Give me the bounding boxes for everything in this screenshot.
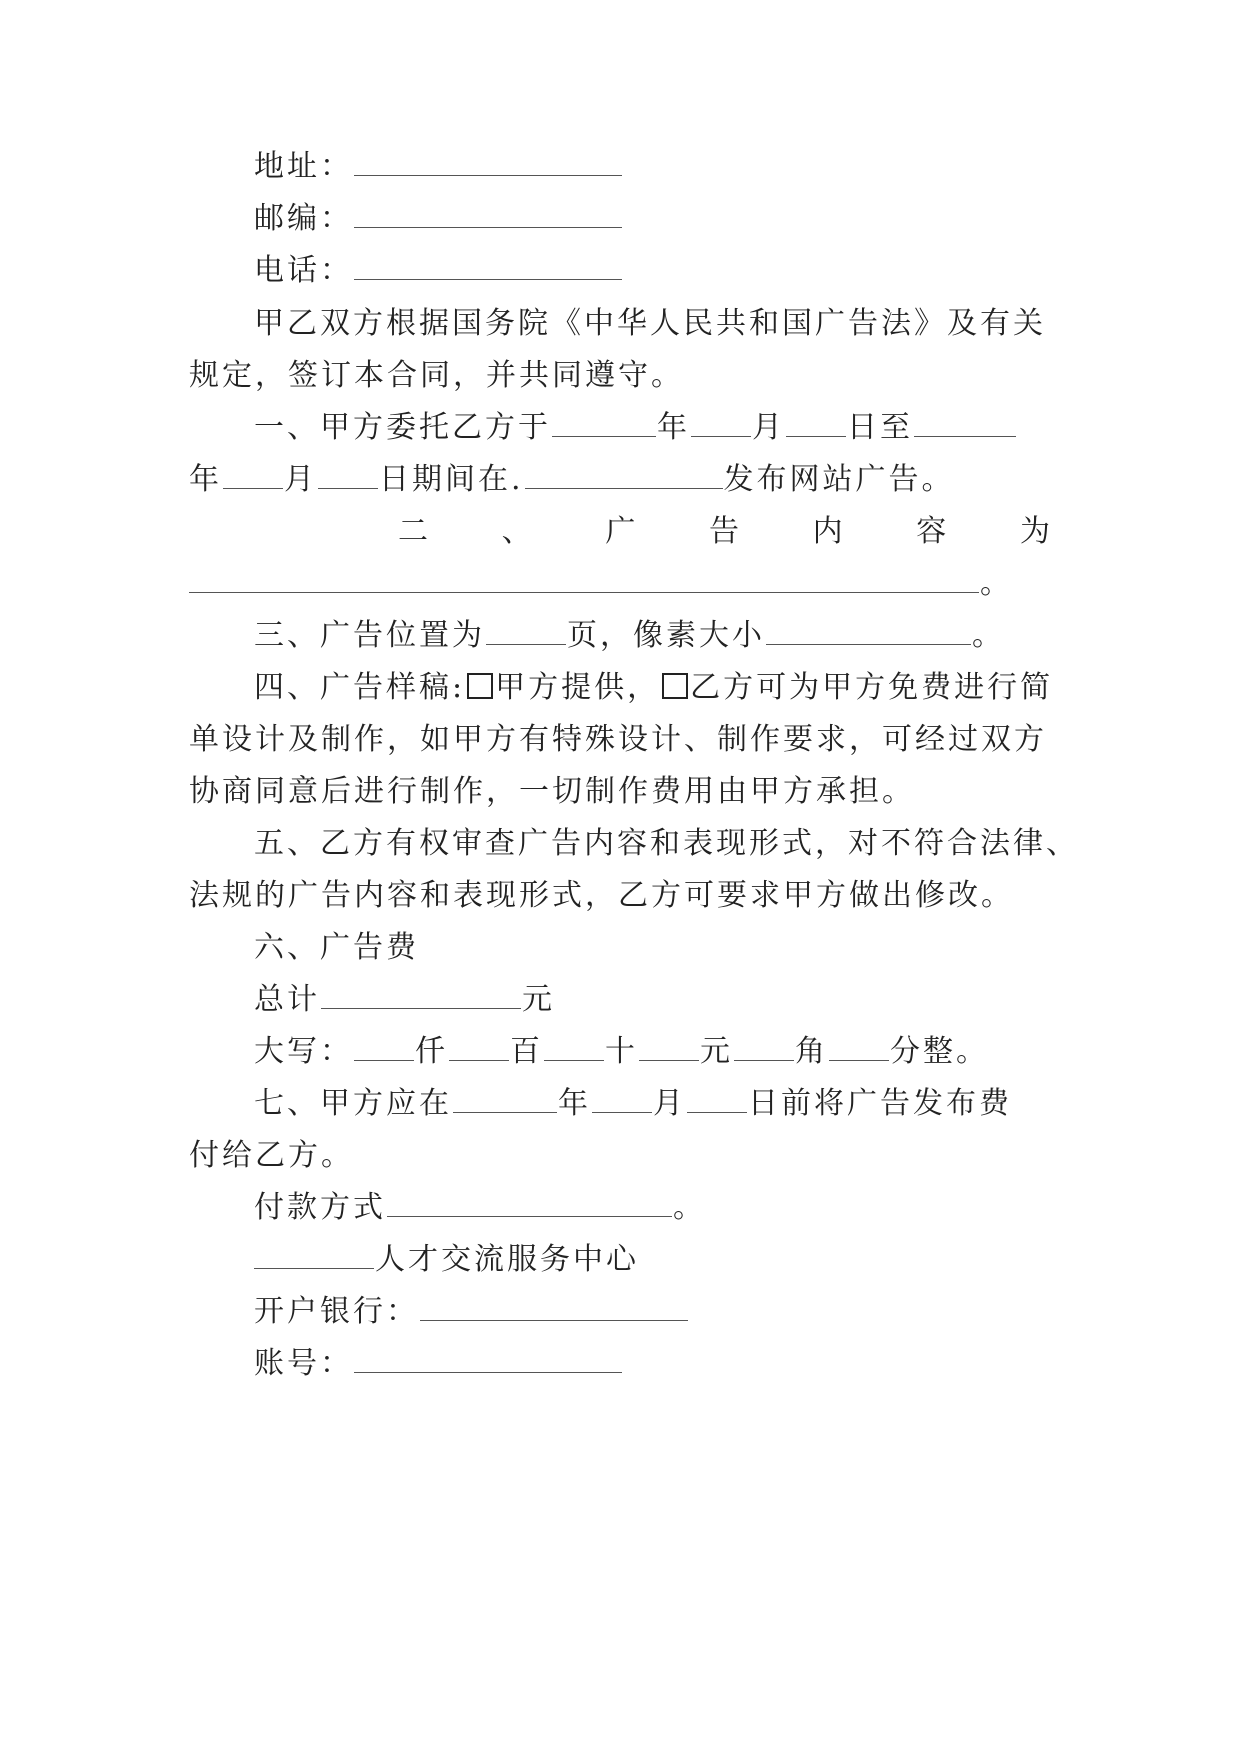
account-label: 账号： (254, 1346, 353, 1381)
pay-year-text: 年 (558, 1086, 591, 1121)
postcode-label: 邮编： (254, 201, 353, 236)
art4-text-3: 协商同意后进行制作，一切制作费用由甲方承担。 (189, 774, 915, 809)
article-5-line-1 (254, 815, 1079, 873)
article-5-line-2 (189, 867, 1053, 925)
center-name-blank[interactable] (254, 1238, 374, 1269)
art4-prefix: 四、广告样稿: (254, 670, 466, 705)
start-month-blank[interactable] (691, 406, 751, 437)
intro-text-2: 规定，签订本合同，并共同遵守。 (189, 358, 684, 393)
account-blank[interactable] (354, 1342, 622, 1373)
art2-char: 告 (708, 514, 742, 549)
yuan-text-2: 元 (700, 1034, 733, 1069)
bank-blank[interactable] (420, 1290, 688, 1321)
art5-text-1: 五、乙方有权审查广告内容和表现形式，对不符合法律、 (254, 826, 1079, 861)
art4-opt2: 乙方可为甲方免费进行简 (690, 670, 1054, 705)
art7-text-2: 付给乙方。 (189, 1138, 354, 1173)
article-1-line-2 (189, 451, 1053, 509)
month-text-2: 月 (284, 462, 317, 497)
yuan-text: 元 (522, 982, 555, 1017)
capital-amount-line (254, 1023, 1053, 1081)
account-line (254, 1335, 1053, 1393)
total-line (254, 971, 1053, 1029)
end-day-blank[interactable] (318, 458, 378, 489)
year-text: 年 (657, 410, 690, 445)
postcode-line (254, 190, 1053, 248)
shi-text: 十 (605, 1034, 638, 1069)
bai-text: 百 (510, 1034, 543, 1069)
address-blank[interactable] (354, 145, 622, 176)
start-year-blank[interactable] (552, 406, 656, 437)
shi-blank[interactable] (544, 1030, 604, 1061)
payment-period: 。 (673, 1190, 706, 1225)
article-2-line-1 (398, 503, 1053, 561)
art3-period: 。 (972, 618, 1005, 653)
art1-prefix: 一、甲方委托乙方于 (254, 410, 551, 445)
bank-label: 开户银行： (254, 1294, 419, 1329)
center-label: 人才交流服务中心 (375, 1242, 639, 1277)
art7-prefix: 七、甲方应在 (254, 1086, 452, 1121)
intro-line-2 (189, 347, 1053, 405)
pixel-size-blank[interactable] (766, 614, 971, 645)
article-4-line-1 (254, 659, 1053, 717)
start-day-blank[interactable] (786, 406, 846, 437)
month-text: 月 (752, 410, 785, 445)
art2-period: 。 (980, 566, 1013, 601)
end-month-blank[interactable] (223, 458, 283, 489)
pay-year-blank[interactable] (453, 1082, 557, 1113)
art2-char: 为 (1019, 514, 1053, 549)
art2-char: 容 (916, 514, 950, 549)
article-6-title (254, 919, 1053, 977)
art4-text-2: 单设计及制作，如甲方有特殊设计、制作要求，可经过双方 (189, 722, 1047, 757)
intro-line-1 (254, 295, 1053, 353)
art2-char: 内 (812, 514, 846, 549)
jiao-text: 角 (795, 1034, 828, 1069)
qian-blank[interactable] (354, 1030, 414, 1061)
day-period-text: 日期间在. (379, 462, 524, 497)
day-to-text: 日至 (847, 410, 913, 445)
intro-text-1: 甲乙双方根据国务院《中华人民共和国广告法》及有关 (254, 306, 1046, 341)
phone-blank[interactable] (354, 249, 622, 280)
article-7-line-2 (189, 1127, 1053, 1185)
article-4-line-3 (189, 763, 1053, 821)
art4-opt1: 甲方提供， (495, 670, 661, 705)
total-amount-blank[interactable] (321, 978, 521, 1009)
ad-content-blank[interactable] (189, 562, 979, 593)
end-year-blank[interactable] (914, 406, 1016, 437)
bank-line (254, 1283, 1053, 1341)
page-number-blank[interactable] (486, 614, 566, 645)
fen-text: 分整。 (890, 1034, 989, 1069)
pay-day-blank[interactable] (687, 1082, 747, 1113)
art2-char: 广 (605, 514, 639, 549)
pay-month-blank[interactable] (592, 1082, 652, 1113)
art2-char: 、 (501, 514, 535, 549)
payment-method-line (254, 1179, 1053, 1237)
bai-blank[interactable] (449, 1030, 509, 1061)
qian-text: 仟 (415, 1034, 448, 1069)
site-blank[interactable] (525, 458, 723, 489)
art2-char: 二 (398, 514, 431, 549)
art6-title-text: 六、广告费 (254, 930, 419, 965)
art3-mid: 页，像素大小 (567, 618, 765, 653)
art1-suffix: 发布网站广告。 (723, 462, 955, 497)
total-label: 总计 (254, 982, 320, 1017)
article-1-line-1 (254, 399, 1053, 457)
art3-prefix: 三、广告位置为 (254, 618, 485, 653)
art5-text-2: 法规的广告内容和表现形式，乙方可要求甲方做出修改。 (189, 878, 1014, 913)
party-b-designs-checkbox[interactable] (662, 673, 688, 699)
article-7-line-1 (254, 1075, 1053, 1133)
article-4-line-2 (189, 711, 1053, 769)
address-line (254, 138, 1053, 196)
address-label: 地址： (254, 149, 353, 184)
jiao-blank[interactable] (734, 1030, 794, 1061)
payment-label: 付款方式 (254, 1190, 386, 1225)
phone-label: 电话： (254, 253, 353, 288)
article-2-line-2 (189, 555, 1053, 613)
postcode-blank[interactable] (354, 197, 622, 228)
pay-month-text: 月 (653, 1086, 686, 1121)
yuan-blank[interactable] (639, 1030, 699, 1061)
payment-method-blank[interactable] (387, 1186, 672, 1217)
capital-label: 大写： (254, 1034, 353, 1069)
phone-line (254, 242, 1053, 300)
party-a-provides-checkbox[interactable] (467, 673, 493, 699)
service-center-line (254, 1231, 1053, 1289)
fen-blank[interactable] (829, 1030, 889, 1061)
year-text-2: 年 (189, 462, 222, 497)
article-3-line (254, 607, 1053, 665)
art7-suffix: 日前将广告发布费 (748, 1086, 1012, 1121)
